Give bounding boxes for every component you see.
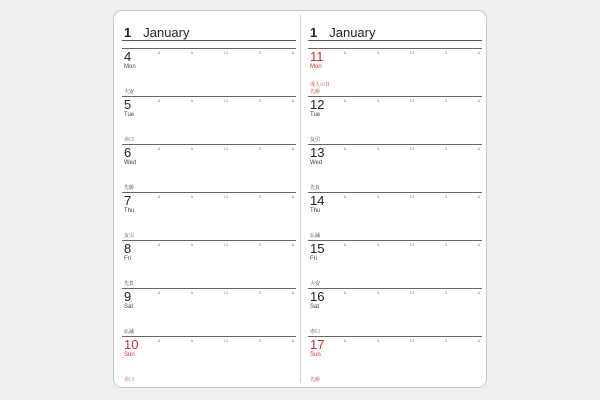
hour-tick: · — [366, 194, 368, 199]
hour-tick: · — [366, 146, 368, 151]
day-row[interactable] — [122, 48, 296, 94]
weekday-label: Thu — [124, 208, 135, 214]
hour-tick: 9 — [190, 50, 194, 55]
hour-tick: · — [456, 98, 458, 103]
weekday-label: Sat — [310, 304, 320, 310]
hour-tick: 3 — [444, 290, 448, 295]
hour-tick: · — [281, 338, 283, 343]
weekday-label: Sat — [124, 304, 134, 310]
weekday-label: Fri — [310, 256, 317, 262]
hour-tick: 6 — [158, 338, 161, 343]
hour-tick: 12 — [409, 338, 415, 343]
hour-ticks — [344, 337, 480, 345]
hour-ticks — [158, 97, 294, 105]
weekly-planner — [113, 10, 487, 388]
hour-tick: · — [434, 98, 436, 103]
hour-tick: 12 — [409, 242, 415, 247]
hour-tick: · — [248, 98, 250, 103]
hour-tick: · — [423, 146, 425, 151]
rokuyo-note: 先勝 — [310, 377, 321, 383]
hour-tick: · — [213, 242, 215, 247]
date-number: 6 — [124, 145, 132, 160]
hour-tick: · — [180, 98, 182, 103]
hour-tick: · — [180, 242, 182, 247]
hour-tick: · — [423, 194, 425, 199]
hour-tick: · — [423, 338, 425, 343]
hour-tick: · — [399, 146, 401, 151]
hour-tick: · — [281, 242, 283, 247]
header-rule — [308, 40, 482, 41]
weekday-label: Sun — [310, 352, 321, 358]
rokuyo-note: 大安 — [310, 281, 321, 287]
hour-tick: · — [355, 338, 357, 343]
hour-tick: 3 — [258, 290, 262, 295]
hour-tick: · — [248, 242, 250, 247]
hour-tick: · — [237, 242, 239, 247]
day-row[interactable] — [308, 336, 482, 382]
hour-tick: · — [281, 290, 283, 295]
hour-ticks — [344, 49, 480, 57]
rokuyo-note: 大安 — [124, 89, 135, 95]
hour-tick: · — [248, 146, 250, 151]
hour-tick: · — [399, 194, 401, 199]
weekday-label: Mon — [310, 64, 322, 70]
month-header — [310, 24, 375, 40]
month-header — [124, 24, 189, 40]
date-number: 14 — [310, 193, 325, 208]
month-name: January — [143, 25, 190, 40]
hour-tick: · — [169, 194, 171, 199]
weekday-label: Tue — [124, 112, 135, 118]
hour-tick: 6 — [477, 242, 480, 247]
hour-tick: 6 — [477, 290, 480, 295]
hour-tick: · — [237, 146, 239, 151]
hour-tick: · — [355, 290, 357, 295]
hour-tick: · — [388, 242, 390, 247]
hour-tick: · — [281, 146, 283, 151]
day-row[interactable] — [122, 192, 296, 238]
hour-ticks — [158, 337, 294, 345]
hour-tick: 9 — [376, 98, 380, 103]
hour-tick: 3 — [444, 194, 448, 199]
hour-tick: 9 — [376, 242, 380, 247]
date-number: 5 — [124, 97, 132, 112]
hour-tick: 6 — [158, 146, 161, 151]
hour-tick: 9 — [376, 194, 380, 199]
weekday-label: Mon — [124, 64, 136, 70]
hour-tick: · — [169, 50, 171, 55]
hour-tick: 12 — [223, 290, 229, 295]
hour-tick: 12 — [223, 338, 229, 343]
hour-tick: 3 — [258, 98, 262, 103]
hour-tick: 9 — [376, 146, 380, 151]
rokuyo-note: 先負 — [310, 185, 321, 191]
hour-tick: 6 — [158, 50, 161, 55]
hour-tick: 9 — [190, 290, 194, 295]
rokuyo-note: 赤口 — [124, 377, 135, 383]
date-number: 7 — [124, 193, 132, 208]
rokuyo-note: 赤口 — [124, 137, 135, 143]
hour-tick: · — [399, 242, 401, 247]
weekday-label: Wed — [310, 160, 323, 166]
hour-tick: 12 — [409, 290, 415, 295]
hour-tick: · — [388, 338, 390, 343]
hour-tick: · — [180, 338, 182, 343]
date-number: 8 — [124, 241, 132, 256]
date-number: 11 — [310, 49, 324, 64]
hour-tick: · — [213, 194, 215, 199]
hour-tick: · — [366, 338, 368, 343]
hour-tick: 6 — [291, 338, 294, 343]
hour-tick: 9 — [190, 242, 194, 247]
hour-tick: · — [270, 98, 272, 103]
date-number: 13 — [310, 145, 325, 160]
hour-ticks — [158, 289, 294, 297]
hour-tick: · — [355, 50, 357, 55]
hour-tick: · — [456, 194, 458, 199]
hour-tick: · — [434, 194, 436, 199]
right-page — [308, 11, 484, 388]
day-row[interactable] — [308, 96, 482, 142]
hour-tick: · — [423, 50, 425, 55]
rokuyo-note: 仏滅 — [124, 329, 135, 335]
day-row[interactable] — [308, 240, 482, 286]
hour-tick: · — [366, 50, 368, 55]
hour-tick: · — [399, 290, 401, 295]
hour-ticks — [158, 49, 294, 57]
month-number: 1 — [124, 25, 132, 40]
hour-tick: · — [270, 50, 272, 55]
hour-tick: 6 — [158, 98, 161, 103]
hour-tick: 6 — [344, 338, 347, 343]
hour-tick: · — [388, 194, 390, 199]
hour-tick: 12 — [409, 146, 415, 151]
hour-tick: · — [237, 98, 239, 103]
hour-tick: · — [355, 194, 357, 199]
hour-tick: 9 — [376, 290, 380, 295]
hour-ticks — [158, 145, 294, 153]
hour-tick: 6 — [344, 194, 347, 199]
hour-tick: · — [281, 98, 283, 103]
hour-tick: · — [180, 50, 182, 55]
page-spine — [300, 15, 301, 383]
day-row[interactable] — [308, 288, 482, 334]
hour-tick: 3 — [258, 146, 262, 151]
rokuyo-note: 赤口 — [310, 329, 321, 335]
hour-tick: · — [434, 290, 436, 295]
hour-tick: · — [213, 98, 215, 103]
hour-tick: 9 — [190, 338, 194, 343]
rokuyo-note: 友引 — [310, 137, 321, 143]
hour-tick: 12 — [223, 242, 229, 247]
hour-ticks — [158, 241, 294, 249]
hour-tick: · — [270, 290, 272, 295]
hour-tick: 6 — [344, 98, 347, 103]
date-number: 9 — [124, 289, 132, 304]
date-number: 15 — [310, 241, 325, 256]
hour-tick: 6 — [477, 98, 480, 103]
hour-tick: · — [248, 50, 250, 55]
hour-tick: · — [388, 98, 390, 103]
hour-tick: 12 — [223, 98, 229, 103]
hour-tick: · — [399, 50, 401, 55]
hour-tick: 12 — [409, 50, 415, 55]
hour-tick: · — [213, 290, 215, 295]
hour-tick: · — [202, 50, 204, 55]
hour-tick: · — [355, 98, 357, 103]
weekday-label: Wed — [124, 160, 137, 166]
month-number: 1 — [310, 25, 318, 40]
hour-tick: · — [423, 98, 425, 103]
date-number: 10 — [124, 337, 139, 352]
day-row[interactable] — [308, 48, 482, 94]
hour-tick: · — [366, 242, 368, 247]
hour-tick: 3 — [444, 98, 448, 103]
hour-tick: · — [434, 338, 436, 343]
hour-tick: · — [270, 242, 272, 247]
hour-tick: 6 — [291, 146, 294, 151]
hour-tick: · — [237, 194, 239, 199]
hour-tick: · — [270, 146, 272, 151]
hour-tick: · — [180, 146, 182, 151]
hour-tick: 6 — [477, 338, 480, 343]
hour-ticks — [344, 241, 480, 249]
date-number: 4 — [124, 49, 132, 64]
weekday-label: Sun — [124, 352, 135, 358]
hour-tick: 12 — [409, 98, 415, 103]
hour-tick: · — [180, 194, 182, 199]
hour-tick: 6 — [291, 50, 294, 55]
hour-tick: 3 — [444, 146, 448, 151]
rokuyo-note: 先負 — [124, 281, 135, 287]
hour-tick: · — [456, 338, 458, 343]
hour-tick: · — [202, 290, 204, 295]
hour-tick: · — [237, 338, 239, 343]
hour-tick: 9 — [376, 338, 380, 343]
hour-tick: · — [456, 146, 458, 151]
hour-tick: 6 — [477, 146, 480, 151]
date-number: 17 — [310, 337, 325, 352]
hour-tick: 3 — [258, 242, 262, 247]
hour-tick: 9 — [190, 98, 194, 103]
hour-tick: 3 — [258, 338, 262, 343]
hour-tick: 6 — [291, 194, 294, 199]
hour-tick: · — [467, 290, 469, 295]
hour-tick: 9 — [376, 50, 380, 55]
hour-tick: · — [355, 242, 357, 247]
hour-tick: 6 — [477, 194, 480, 199]
rokuyo-note: 仏滅 — [310, 233, 321, 239]
rokuyo-note: 友引 — [124, 233, 135, 239]
day-row[interactable] — [308, 144, 482, 190]
hour-tick: 12 — [409, 194, 415, 199]
hour-tick: · — [248, 194, 250, 199]
hour-tick: · — [456, 50, 458, 55]
weekday-label: Thu — [310, 208, 321, 214]
hour-tick: 6 — [291, 290, 294, 295]
hour-tick: · — [388, 146, 390, 151]
hour-tick: · — [366, 290, 368, 295]
hour-tick: 6 — [477, 50, 480, 55]
hour-tick: · — [434, 242, 436, 247]
hour-tick: 6 — [291, 98, 294, 103]
hour-tick: · — [202, 98, 204, 103]
hour-tick: · — [169, 242, 171, 247]
hour-tick: 12 — [223, 194, 229, 199]
hour-tick: · — [399, 338, 401, 343]
hour-ticks — [344, 145, 480, 153]
hour-tick: · — [180, 290, 182, 295]
hour-tick: · — [237, 50, 239, 55]
hour-tick: · — [281, 194, 283, 199]
hour-tick: · — [248, 290, 250, 295]
hour-tick: · — [213, 338, 215, 343]
hour-tick: · — [366, 98, 368, 103]
hour-tick: · — [456, 242, 458, 247]
hour-tick: · — [467, 98, 469, 103]
day-row[interactable] — [122, 288, 296, 334]
hour-tick: · — [467, 242, 469, 247]
day-row[interactable] — [122, 144, 296, 190]
hour-tick: · — [213, 50, 215, 55]
left-page — [122, 11, 298, 388]
hour-tick: 3 — [258, 194, 262, 199]
day-row[interactable] — [122, 336, 296, 382]
hour-tick: · — [467, 194, 469, 199]
hour-ticks — [158, 193, 294, 201]
hour-tick: 6 — [158, 290, 161, 295]
hour-ticks — [344, 289, 480, 297]
day-row[interactable] — [122, 96, 296, 142]
hour-tick: 6 — [344, 290, 347, 295]
hour-tick: 6 — [344, 146, 347, 151]
hour-tick: · — [202, 194, 204, 199]
hour-tick: · — [467, 146, 469, 151]
hour-tick: · — [202, 146, 204, 151]
hour-tick: · — [169, 338, 171, 343]
hour-tick: · — [169, 290, 171, 295]
hour-tick: · — [169, 146, 171, 151]
hour-tick: · — [388, 50, 390, 55]
hour-tick: 6 — [291, 242, 294, 247]
rokuyo-note: 先勝 — [310, 89, 321, 95]
hour-tick: · — [467, 50, 469, 55]
weekday-label: Tue — [310, 112, 321, 118]
hour-tick: 6 — [158, 242, 161, 247]
hour-tick: · — [388, 290, 390, 295]
hour-tick: · — [423, 290, 425, 295]
hour-tick: · — [423, 242, 425, 247]
hour-tick: · — [434, 146, 436, 151]
hour-tick: · — [434, 50, 436, 55]
hour-tick: 3 — [444, 338, 448, 343]
hour-tick: · — [399, 98, 401, 103]
weekday-label: Fri — [124, 256, 131, 262]
hour-tick: · — [213, 146, 215, 151]
hour-tick: 3 — [444, 242, 448, 247]
hour-ticks — [344, 97, 480, 105]
date-number: 16 — [310, 289, 325, 304]
holiday-label: 成人の日 — [310, 82, 331, 88]
hour-tick: 3 — [258, 50, 262, 55]
hour-tick: 3 — [444, 50, 448, 55]
day-row[interactable] — [308, 192, 482, 238]
hour-tick: · — [202, 338, 204, 343]
hour-tick: · — [169, 98, 171, 103]
month-name: January — [329, 25, 376, 40]
hour-tick: · — [270, 194, 272, 199]
hour-ticks — [344, 193, 480, 201]
hour-tick: · — [237, 290, 239, 295]
hour-tick: · — [281, 50, 283, 55]
hour-tick: 6 — [344, 242, 347, 247]
header-rule — [122, 40, 296, 41]
hour-tick: 12 — [223, 50, 229, 55]
hour-tick: · — [202, 242, 204, 247]
date-number: 12 — [310, 97, 325, 112]
hour-tick: 12 — [223, 146, 229, 151]
hour-tick: · — [355, 146, 357, 151]
hour-tick: · — [248, 338, 250, 343]
hour-tick: 9 — [190, 146, 194, 151]
hour-tick: · — [467, 338, 469, 343]
hour-tick: 9 — [190, 194, 194, 199]
hour-tick: · — [456, 290, 458, 295]
rokuyo-note: 先勝 — [124, 185, 135, 191]
day-row[interactable] — [122, 240, 296, 286]
hour-tick: · — [270, 338, 272, 343]
hour-tick: 6 — [344, 50, 347, 55]
hour-tick: 6 — [158, 194, 161, 199]
